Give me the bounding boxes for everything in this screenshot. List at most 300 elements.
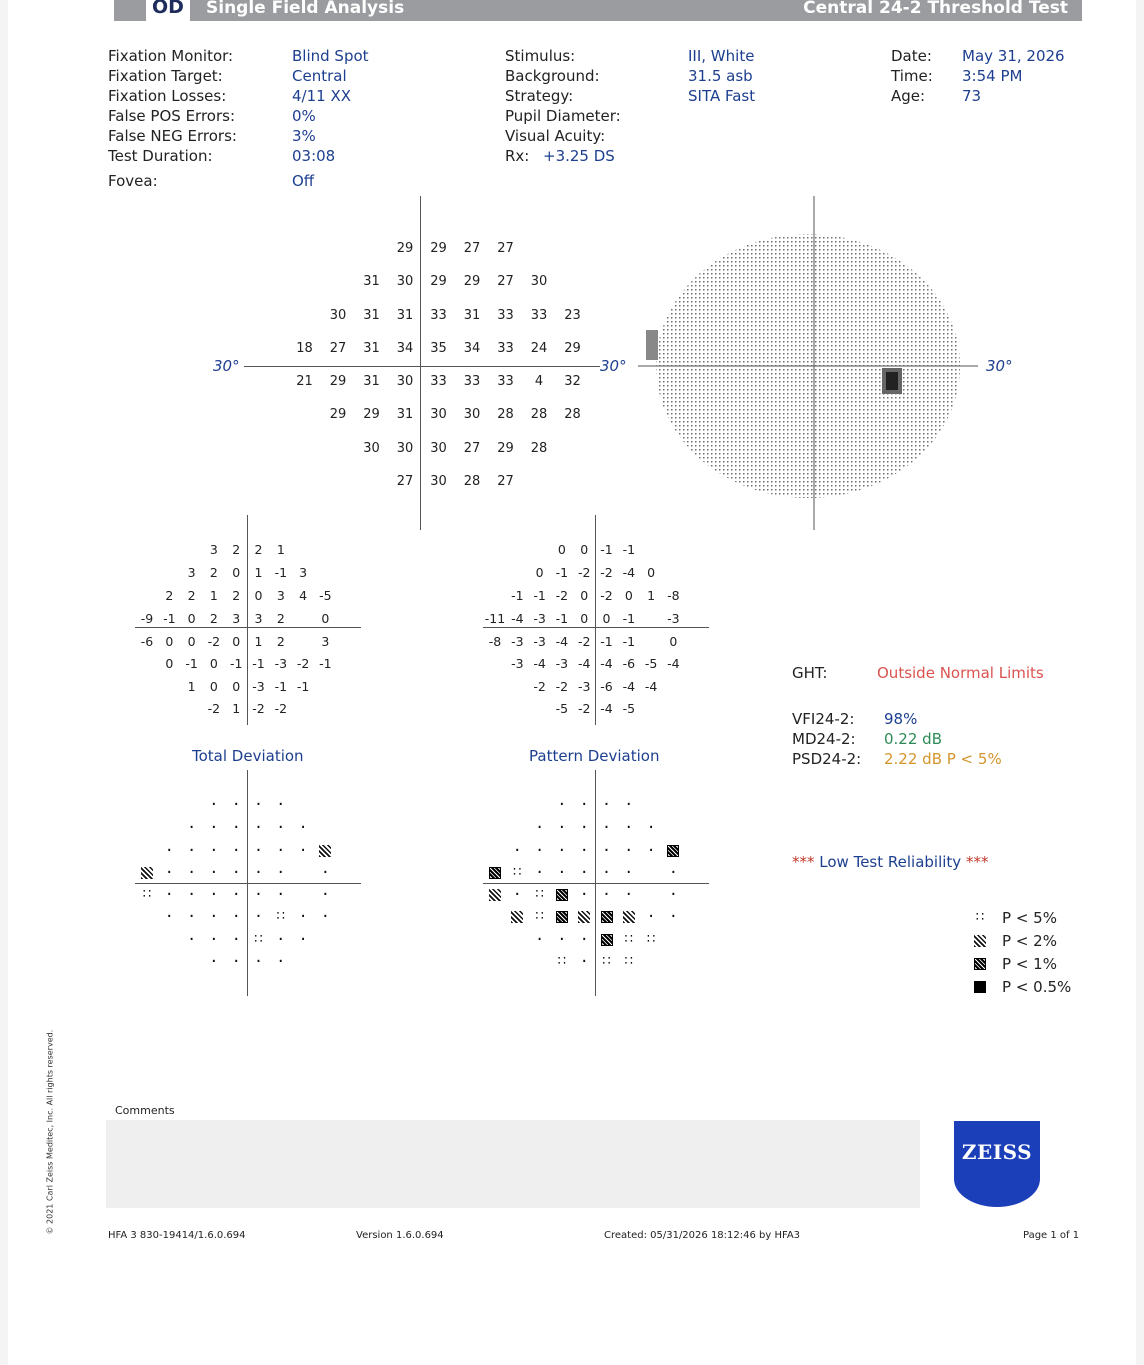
- threshold-value: 29: [329, 374, 347, 389]
- pattern-deviation-value: -4: [511, 611, 524, 626]
- prob-symbol-dot: [228, 844, 244, 858]
- info-label: Strategy:: [505, 87, 574, 105]
- prob-symbol-dot: [599, 866, 615, 880]
- threshold-value: 28: [530, 407, 548, 422]
- info-value: 03:08: [292, 147, 336, 165]
- info-value: 73: [962, 87, 982, 105]
- threshold-value: 27: [329, 341, 347, 356]
- ght-label: GHT:: [792, 664, 828, 682]
- pattern-deviation-value: -3: [511, 656, 524, 671]
- threshold-value: 18: [296, 341, 313, 356]
- threshold-value: 28: [497, 407, 514, 422]
- prob-symbol-dot: [665, 888, 681, 902]
- total-deviation-value: 4: [299, 588, 308, 603]
- info-label: Background:: [505, 67, 600, 85]
- legend-label: P < 5%: [1002, 909, 1057, 927]
- prob-symbol-p1: [601, 934, 613, 946]
- prob-symbol-dot: [273, 844, 289, 858]
- info-label: Age:: [891, 87, 926, 105]
- pattern-deviation-value: -3: [555, 656, 569, 671]
- total-deviation-value: 2: [209, 565, 218, 580]
- pattern-deviation-value: -1: [600, 542, 613, 557]
- prob-symbol-dot: [228, 910, 244, 924]
- pattern-deviation-value: -1: [533, 588, 546, 603]
- prob-symbol-dot: [317, 866, 333, 880]
- pattern-deviation-value: 0: [557, 542, 566, 557]
- threshold-value: 33: [463, 374, 481, 389]
- prob-symbol-dot: [576, 933, 592, 947]
- total-deviation-value: -2: [296, 656, 310, 671]
- threshold-value: 30: [430, 407, 447, 422]
- prob-symbol-p2: [578, 911, 590, 923]
- prob-symbol-dot: [576, 844, 592, 858]
- nasal-edge-defect: [646, 330, 658, 360]
- info-value: Central: [292, 67, 347, 85]
- total-deviation-value: 2: [276, 634, 285, 649]
- prob-symbol-dot: [317, 888, 333, 902]
- prob-symbol-dot: [206, 933, 222, 947]
- total-deviation-value: 0: [187, 634, 196, 649]
- pattern-deviation-value: 0: [580, 588, 589, 603]
- threshold-value: 30: [530, 274, 548, 289]
- test-name: Central 24-2 Threshold Test: [803, 0, 1068, 18]
- prob-symbol-dot: [554, 844, 570, 858]
- prob-symbol-dot: [228, 798, 244, 812]
- pattern-deviation-value: -1: [622, 634, 636, 649]
- info-value: 4/11 XX: [292, 87, 352, 105]
- info-value: 3:54 PM: [962, 67, 1023, 85]
- report-page: [8, 0, 1136, 1365]
- threshold-value: 33: [430, 374, 447, 389]
- blind-spot-core: [886, 372, 898, 390]
- prob-symbol-dot: [621, 798, 637, 812]
- total-deviation-value: 2: [254, 542, 263, 557]
- prob-symbol-dot: [295, 844, 311, 858]
- pattern-deviation-value: 0: [669, 634, 678, 649]
- total-deviation-value: -2: [274, 701, 288, 716]
- total-deviation-value: 3: [321, 634, 330, 649]
- threshold-value: 30: [363, 441, 380, 456]
- total-deviation-value: 2: [232, 542, 241, 557]
- pattern-deviation-value: -2: [577, 701, 591, 716]
- total-deviation-value: 2: [209, 611, 218, 626]
- prob-symbol-dot: [206, 821, 222, 835]
- total-deviation-value: 0: [254, 588, 263, 603]
- prob-symbol-dot: [532, 866, 548, 880]
- prob-symbol-dot: [206, 866, 222, 880]
- prob-symbol-dot: [251, 821, 267, 835]
- prob-symbol-dot: [599, 844, 615, 858]
- info-label: Time:: [891, 67, 933, 85]
- info-label-rx: Rx:: [505, 147, 530, 165]
- prob-symbol-dot: [599, 888, 615, 902]
- total-deviation-value: -1: [185, 656, 198, 671]
- prob-symbol-dot: [228, 866, 244, 880]
- prob-symbol-dot: [643, 821, 659, 835]
- info-value: 3%: [292, 127, 316, 145]
- total-deviation-value: 0: [232, 679, 241, 694]
- info-label: False POS Errors:: [108, 107, 235, 125]
- pattern-deviation-value: 0: [535, 565, 544, 580]
- prob-symbol-dot: [295, 910, 311, 924]
- prob-symbol-dot: [228, 888, 244, 902]
- total-deviation-value: -3: [252, 679, 265, 694]
- info-label: Date:: [891, 47, 932, 65]
- threshold-value: 33: [497, 374, 514, 389]
- legend-symbol-p05: [974, 981, 986, 993]
- zeiss-logo: ZEISS: [954, 1121, 1040, 1207]
- pattern-deviation-value: -2: [600, 588, 613, 603]
- prob-symbol-dot: [554, 798, 570, 812]
- threshold-value: 29: [329, 407, 347, 422]
- info-value: Blind Spot: [292, 47, 369, 65]
- total-deviation-value: -1: [252, 656, 265, 671]
- prob-symbol-dot: [273, 933, 289, 947]
- degree-label-right: 30°: [986, 357, 1013, 375]
- threshold-value: 30: [396, 374, 414, 389]
- pattern-deviation-value: -1: [622, 542, 636, 557]
- pattern-deviation-value: -2: [577, 634, 591, 649]
- total-deviation-value: -1: [163, 611, 176, 626]
- prob-symbol-dot: [206, 910, 222, 924]
- prob-symbol-p2: [623, 911, 635, 923]
- prob-symbol-dot: [184, 910, 200, 924]
- pattern-deviation-value: -3: [533, 611, 546, 626]
- prob-symbol-dot: [532, 933, 548, 947]
- prob-symbol-dot: [621, 821, 637, 835]
- prob-symbol-dot: [576, 866, 592, 880]
- threshold-value: 30: [396, 441, 414, 456]
- ght-value: Outside Normal Limits: [877, 664, 1044, 682]
- pattern-deviation-value: -1: [622, 611, 636, 626]
- total-deviation-value: 0: [187, 611, 196, 626]
- footer-created: Created: 05/31/2026 18:12:46 by HFA3: [604, 1230, 801, 1241]
- prob-symbol-dot: [251, 844, 267, 858]
- prob-symbol-p5: [599, 955, 615, 969]
- total-deviation-value: -2: [207, 634, 221, 649]
- pattern-deviation-value: -4: [600, 656, 613, 671]
- pattern-deviation-value: -4: [533, 656, 546, 671]
- prob-symbol-p1: [556, 889, 568, 901]
- footer-page: Page 1 of 1: [1023, 1230, 1080, 1241]
- total-deviation-caption: Total Deviation: [192, 747, 304, 765]
- pattern-deviation-value: -4: [644, 679, 658, 694]
- prob-symbol-dot: [621, 844, 637, 858]
- total-deviation-value: -2: [252, 701, 265, 716]
- prob-symbol-p5: [509, 866, 525, 880]
- total-deviation-value: 0: [232, 634, 241, 649]
- total-deviation-value: -3: [274, 656, 288, 671]
- pattern-deviation-value: -4: [555, 634, 569, 649]
- total-deviation-value: 1: [254, 565, 263, 580]
- info-label: Stimulus:: [505, 47, 576, 65]
- prob-symbol-dot: [273, 888, 289, 902]
- prob-symbol-dot: [295, 821, 311, 835]
- info-value: 0%: [292, 107, 316, 125]
- pattern-deviation-value: -5: [644, 656, 658, 671]
- info-value-rx: +3.25 DS: [543, 147, 615, 165]
- threshold-horizontal-axis: [244, 366, 600, 367]
- pattern-deviation-value: -1: [600, 634, 613, 649]
- prob-symbol-dot: [554, 933, 570, 947]
- total-deviation-value: 0: [321, 611, 330, 626]
- threshold-value: 29: [430, 241, 447, 256]
- legend-label: P < 1%: [1002, 955, 1057, 973]
- prob-symbol-dot: [509, 888, 525, 902]
- threshold-value: 34: [463, 341, 481, 356]
- total-deviation-value: -1: [296, 679, 310, 694]
- total-deviation-value: 2: [165, 588, 174, 603]
- info-label: Fovea:: [108, 172, 158, 190]
- prob-symbol-dot: [228, 821, 244, 835]
- threshold-value: 29: [430, 274, 447, 289]
- pattern-deviation-value: -3: [577, 679, 591, 694]
- footer-device: HFA 3 830-19414/1.6.0.694: [108, 1230, 246, 1241]
- prob-symbol-dot: [184, 844, 200, 858]
- prob-symbol-p2: [489, 889, 501, 901]
- pattern-deviation-value: -2: [555, 679, 569, 694]
- total-deviation-value: 2: [187, 588, 196, 603]
- pattern-deviation-value: 0: [602, 611, 611, 626]
- threshold-vertical-axis: [420, 196, 421, 530]
- threshold-value: 29: [463, 274, 481, 289]
- threshold-value: 32: [564, 374, 581, 389]
- pd-horizontal-axis: [483, 627, 709, 628]
- pattern-deviation-value: -3: [667, 611, 680, 626]
- prob-symbol-p5: [621, 933, 637, 947]
- pattern-deviation-value: -2: [600, 565, 613, 580]
- threshold-value: 33: [430, 308, 447, 323]
- total-deviation-value: 1: [276, 542, 285, 557]
- legend-symbol-p2: [974, 935, 986, 947]
- total-deviation-value: 0: [209, 656, 218, 671]
- reliability-stars-start: ***: [792, 853, 815, 871]
- prob-symbol-dot: [665, 866, 681, 880]
- pattern-deviation-value: -3: [511, 634, 524, 649]
- prob-symbol-dot: [273, 821, 289, 835]
- threshold-value: 27: [463, 441, 481, 456]
- total-deviation-value: -1: [319, 656, 332, 671]
- pattern-deviation-value: -4: [622, 565, 636, 580]
- legend-label: P < 2%: [1002, 932, 1057, 950]
- threshold-value: 27: [396, 474, 414, 489]
- threshold-value: 24: [530, 341, 548, 356]
- eye-label: OD: [146, 0, 190, 21]
- comments-label: Comments: [115, 1104, 175, 1117]
- total-deviation-value: 2: [276, 611, 285, 626]
- pattern-deviation-value: 0: [624, 588, 633, 603]
- threshold-value: 31: [396, 407, 414, 422]
- info-value: May 31, 2026: [962, 47, 1065, 65]
- prob-symbol-dot: [251, 798, 267, 812]
- legend-symbol-p1: [974, 958, 986, 970]
- pattern-deviation-value: -5: [555, 701, 569, 716]
- index-label: PSD24-2:: [792, 750, 862, 768]
- total-deviation-value: 3: [254, 611, 263, 626]
- prob-symbol-dot: [206, 955, 222, 969]
- prob-symbol-dot: [665, 910, 681, 924]
- threshold-value: 28: [564, 407, 581, 422]
- prob-symbol-dot: [273, 866, 289, 880]
- report-title: Single Field Analysis: [206, 0, 405, 18]
- info-label: Visual Acuity:: [505, 127, 606, 145]
- threshold-value: 35: [430, 341, 447, 356]
- total-deviation-value: -1: [229, 656, 243, 671]
- prob-symbol-p5: [554, 955, 570, 969]
- copyright-notice: © 2021 Carl Zeiss Meditec, Inc. All rights reserved.: [45, 1029, 55, 1235]
- prob-symbol-dot: [184, 933, 200, 947]
- threshold-value: 31: [363, 274, 380, 289]
- total-deviation-value: -5: [319, 588, 332, 603]
- total-deviation-value: 1: [254, 634, 263, 649]
- pattern-deviation-value: -4: [622, 679, 636, 694]
- prob-symbol-dot: [554, 866, 570, 880]
- threshold-value: 31: [363, 308, 380, 323]
- pattern-deviation-value: -4: [577, 656, 591, 671]
- index-label: MD24-2:: [792, 730, 856, 748]
- grayscale-svg: [638, 196, 990, 530]
- pattern-deviation-value: -11: [484, 611, 506, 626]
- prob-symbol-dot: [251, 955, 267, 969]
- degree-label-mid: 30°: [600, 357, 627, 375]
- prob-symbol-dot: [251, 888, 267, 902]
- prob-symbol-dot: [206, 798, 222, 812]
- prob-symbol-dot: [295, 933, 311, 947]
- pattern-deviation-value: -4: [600, 701, 613, 716]
- comments-box[interactable]: [106, 1120, 920, 1208]
- total-deviation-value: -1: [274, 679, 288, 694]
- prob-symbol-dot: [184, 888, 200, 902]
- info-value: SITA Fast: [688, 87, 756, 105]
- threshold-value: 21: [296, 374, 313, 389]
- pattern-deviation-value: -3: [533, 634, 546, 649]
- info-label: Fixation Target:: [108, 67, 223, 85]
- threshold-value: 31: [363, 374, 380, 389]
- prob-symbol-dot: [206, 888, 222, 902]
- prob-symbol-dot: [273, 798, 289, 812]
- prob-symbol-dot: [621, 866, 637, 880]
- threshold-value: 29: [396, 241, 414, 256]
- pattern-deviation-value: 1: [647, 588, 656, 603]
- threshold-value: 33: [497, 308, 514, 323]
- prob-symbol-dot: [317, 910, 333, 924]
- info-label: Fixation Losses:: [108, 87, 227, 105]
- threshold-value: 29: [363, 407, 380, 422]
- prob-symbol-dot: [532, 821, 548, 835]
- total-deviation-value: 3: [299, 565, 308, 580]
- pattern-deviation-value: -8: [667, 588, 680, 603]
- reliability-stars-end: ***: [965, 853, 989, 871]
- prob-symbol-p5: [621, 955, 637, 969]
- prob-symbol-p5: [532, 888, 548, 902]
- info-value: 31.5 asb: [688, 67, 753, 85]
- pattern-deviation-value: -6: [622, 656, 636, 671]
- prob-symbol-dot: [599, 821, 615, 835]
- pattern-deviation-caption: Pattern Deviation: [529, 747, 660, 765]
- threshold-value: 30: [430, 474, 447, 489]
- degree-label-left: 30°: [213, 357, 240, 375]
- threshold-value: 28: [530, 441, 548, 456]
- threshold-value: 27: [497, 274, 514, 289]
- info-label: Pupil Diameter:: [505, 107, 621, 125]
- total-deviation-value: 3: [276, 588, 285, 603]
- legend-symbol-p5: [972, 911, 988, 925]
- pattern-deviation-value: -8: [488, 634, 502, 649]
- prob-symbol-dot: [273, 955, 289, 969]
- total-deviation-value: 0: [165, 634, 174, 649]
- total-deviation-value: 3: [209, 542, 218, 557]
- total-deviation-value: 1: [209, 588, 218, 603]
- prob-symbol-dot: [228, 955, 244, 969]
- total-deviation-value: 3: [232, 611, 241, 626]
- prob-symbol-p2: [141, 867, 153, 879]
- threshold-value: 30: [396, 274, 414, 289]
- prob-symbol-dot: [576, 955, 592, 969]
- header-banner: [114, 0, 1082, 21]
- total-deviation-value: -1: [274, 565, 288, 580]
- td-horizontal-axis: [135, 627, 361, 628]
- prob-symbol-dot: [251, 910, 267, 924]
- threshold-value: 31: [463, 308, 481, 323]
- prob-symbol-dot: [184, 866, 200, 880]
- index-value: 2.22 dB P < 5%: [884, 750, 1002, 768]
- prob-symbol-p5: [643, 933, 659, 947]
- prob-symbol-p5: [139, 888, 155, 902]
- prob-symbol-dot: [599, 798, 615, 812]
- prob-symbol-dot: [161, 910, 177, 924]
- total-deviation-value: 1: [232, 701, 241, 716]
- threshold-value: 33: [530, 308, 548, 323]
- prob-symbol-dot: [228, 933, 244, 947]
- threshold-value: 34: [396, 341, 414, 356]
- total-deviation-value: 1: [187, 679, 196, 694]
- threshold-value: 30: [329, 308, 347, 323]
- total-deviation-value: 3: [187, 565, 196, 580]
- prob-symbol-p5: [273, 910, 289, 924]
- threshold-value: 30: [463, 407, 481, 422]
- prob-symbol-p2: [319, 845, 331, 857]
- prob-symbol-dot: [576, 798, 592, 812]
- prob-symbol-dot: [161, 844, 177, 858]
- threshold-value: 4: [534, 374, 544, 389]
- total-deviation-value: -9: [140, 611, 154, 626]
- prob-symbol-dot: [532, 844, 548, 858]
- prob-symbol-p1: [556, 911, 568, 923]
- total-deviation-value: -2: [207, 701, 221, 716]
- prob-symbol-dot: [509, 844, 525, 858]
- threshold-value: 31: [396, 308, 414, 323]
- threshold-value: 27: [463, 241, 481, 256]
- pattern-deviation-value: -1: [511, 588, 524, 603]
- prob-symbol-p1: [601, 911, 613, 923]
- prob-symbol-p5: [251, 933, 267, 947]
- prob-symbol-dot: [576, 821, 592, 835]
- prob-symbol-dot: [184, 821, 200, 835]
- prob-symbol-dot: [576, 888, 592, 902]
- prob-symbol-p5: [532, 910, 548, 924]
- total-deviation-value: 0: [232, 565, 241, 580]
- threshold-value: 27: [497, 474, 514, 489]
- index-value: 0.22 dB: [884, 730, 942, 748]
- info-label: False NEG Errors:: [108, 127, 237, 145]
- threshold-value: 30: [430, 441, 447, 456]
- threshold-value: 29: [497, 441, 514, 456]
- pattern-deviation-value: -5: [622, 701, 636, 716]
- index-value: 98%: [884, 710, 918, 728]
- pattern-deviation-value: 0: [647, 565, 656, 580]
- pattern-deviation-value: -1: [555, 565, 569, 580]
- info-value: Off: [292, 172, 315, 190]
